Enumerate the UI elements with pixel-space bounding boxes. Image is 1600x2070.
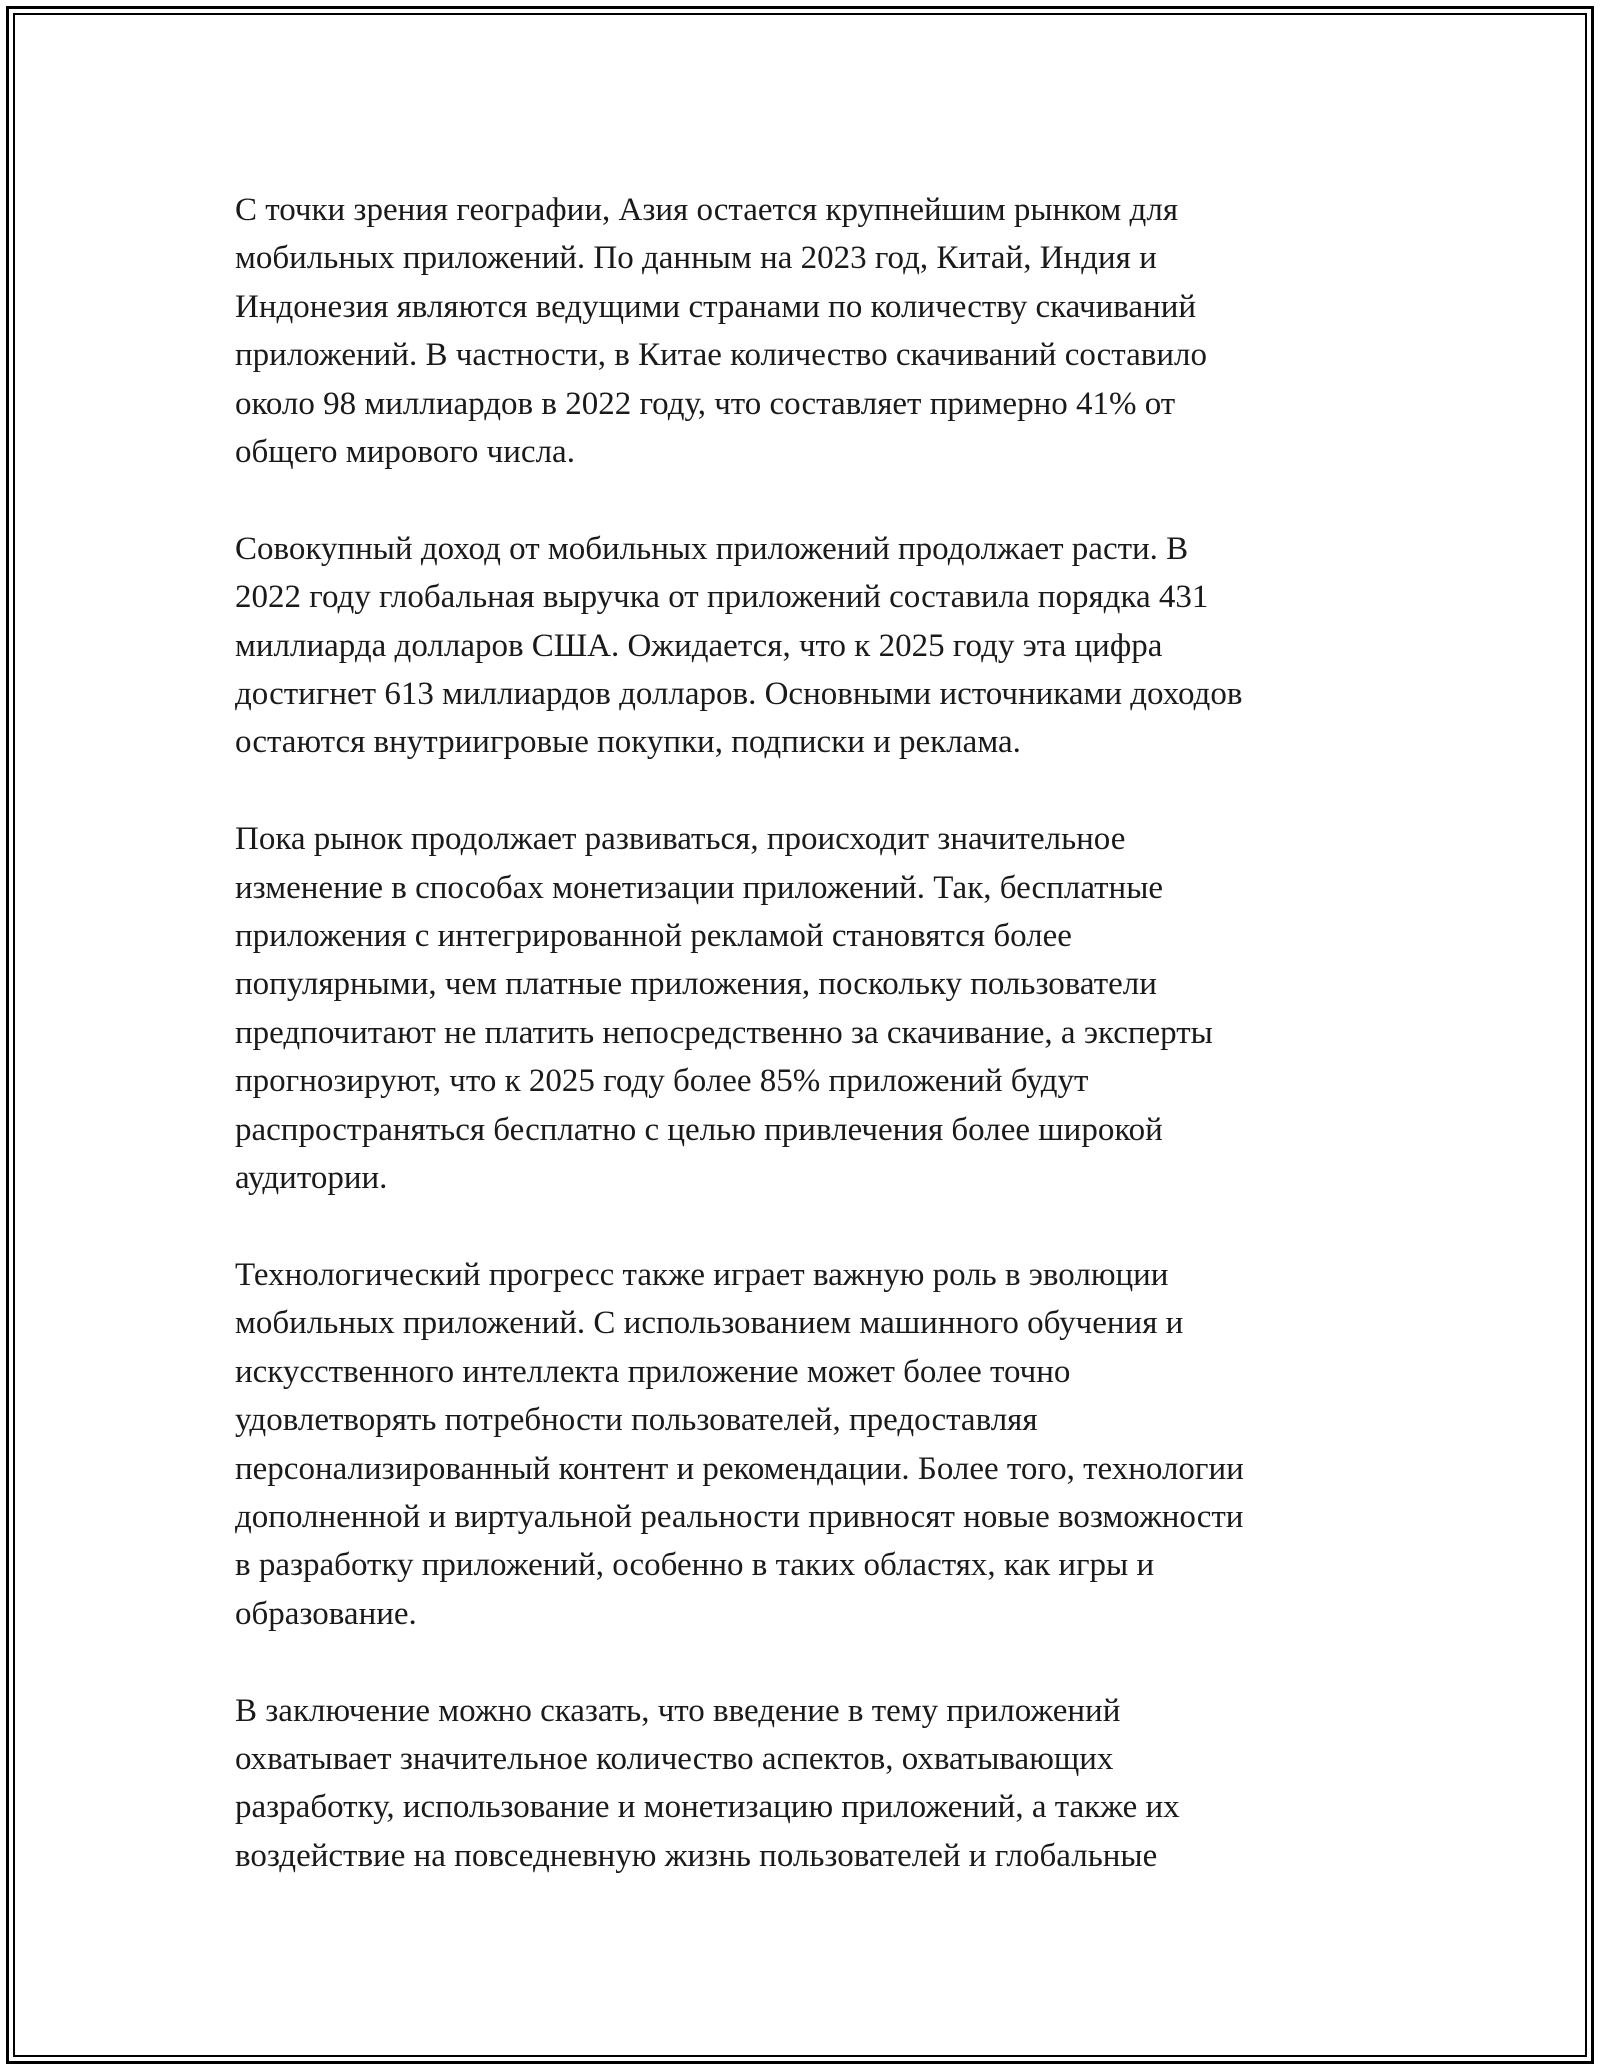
paragraph-conclusion: В заключение можно сказать, что введение в тему приложений охватывает значительное количество аспектов, охватывающих разработку, использование и монетизацию приложений, а также их воздействие на повседневную жизнь пользователей и глобальные	[235, 1692, 1180, 1874]
document-body	[235, 186, 1410, 1880]
paragraph-monetization: Пока рынок продолжает развиваться, происходит значительное изменение в способах монетизации приложений. Так, бесплатные приложения с интегрированной рекламой становятся более популярными, чем платные приложения, поскольку пользователи предпочитают не платить непосредственно за скачивание, а эксперты прогнозируют, что к 2025 году более 85% приложений будут распространяться бесплатно с целью привлечения более широкой аудитории.	[235, 821, 1213, 1197]
paragraph-technology: Технологический прогресс также играет важную роль в эволюции мобильных приложений. С использованием машинного обучения и искусственного интеллекта приложение может более точно удовлетворять потребности пользователей, предоставляя персонализированный контент и рекомендации. Более того, технологии дополненной и виртуальной реальности привносят новые возможности в разработку приложений, особенно в таких областях, как игры и образование.	[235, 1256, 1244, 1632]
paragraph-asia-market: С точки зрения географии, Азия остается крупнейшим рынком для мобильных приложений. По данным на 2023 год, Китай, Индия и Индонезия являются ведущими странами по количеству скачиваний приложений. В частности, в Китае количество скачиваний составило около 98 миллиардов в 2022 году, что составляет примерно 41% от общего мирового числа.	[235, 192, 1207, 471]
paragraph-revenue: Совокупный доход от мобильных приложений продолжает расти. В 2022 году глобальная выручка от приложений составила порядка 431 миллиарда долларов США. Ожидается, что к 2025 году эта цифра достигнет 613 миллиардов долларов. Основными источниками доходов остаются внутриигровые покупки, подписки и реклама.	[235, 530, 1243, 761]
